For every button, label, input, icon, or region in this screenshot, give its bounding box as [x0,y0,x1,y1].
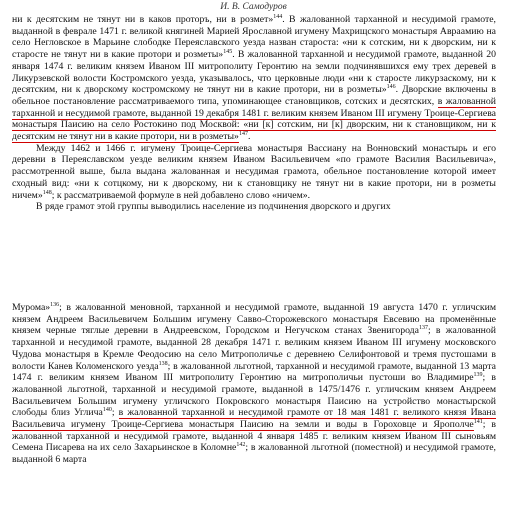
footnote-ref[interactable]: 141 [473,418,483,425]
paragraph-3: В ряде грамот этой группы выводились население из подчинения дворского и других [36,201,391,213]
paragraph-continued: Мурома»$^{136}$; в жалованной меновной, тарханной и несудимой грамоте, выданной 19 августа 1470 г. угличским князем Андреем Васильевичем Большим игумену Савво-Сторожевского монастыря Евсевию на променённые князем черные тяглые деревни в Андреевском, Городском и Негучском станах Звенигорода$^{137}$; в жалованной тарханной и несудимой грамоте, выданной 28 декабря 1471 г. великим князем Иваном III игумену московского Чудова монастыря в Кремле Феодосию на село Митрополичье с деревнею Селифонтовой и тремя пустошами в волости Канев Коломенского уезда$^{138}$; в жалованной льготной, тарханной и несудимой грамоте, выданной 13 марта 1474 г. великим князем Иваном III митрополиту Геронтию на митрополичьи пустоши во Владимире$^{139}$; в жалованной льготной, тарханной и несудимой грамоте, выданной в 1475/1476 г. угличским князем Андреем Васильевичем Большим игумену угличского Покровского монастыря Паисию на устройство монастырской слободы близ Углича$^{140}$; в жалованной тарханной и несудимой грамоте от 18 мая 1481 г. великого князя Ивана Васильевича игумену Троице-Сергиева монастыря Паисию на земли и воды в Гороховце и Ярополче$^{141}$; в жалованной тарханной и несудимой грамоте, выданной 4 января 1485 г. великим князем Иваном III сыновьям Семена Писарева на их село Захарьинское в Коломне$^{142}$; в жалованной льготной (поместной) и несудимой грамоте, выданной 6 марта [12,302,496,466]
running-header: И. В. Самодуров [220,2,287,12]
footnote-ref[interactable]: 138 [158,360,168,367]
paragraph-2: Между 1462 и 1466 г. игумену Троице-Сергиева монастыря Вассиану на Вонновский монастырь и его деревни в Переяславском уезде великим князем Иваном Васильевичем «по грамоте Василия Васильевича», рассмотренной выше, была выдана жалованная и несудимая грамота, обельное постановление которой имеет сходный вид: «ни к сотцкому, ни к дворскому, ни к становщику не тянут ни в какие протори, ни в розметы ничем»$^{148}$; к рассматриваемой формуле в ней добавлено слово «ничем». [12,142,496,201]
footnote-ref[interactable]: 137 [418,325,428,332]
footnote-ref[interactable]: 144 [273,14,283,20]
highlighted-passage: в жалованной тарханной и несудимой грамоте от 18 мая 1481 г. великого князя Ивана Васильевича игумену Троице-Сергиева монастыря Паисию на земли и воды в Гороховце и Ярополче [12,407,496,431]
footnote-ref[interactable]: 140 [102,407,112,414]
highlighted-passage: в жалованной тарханной и несудимой грамоте, выданной 19 декабря 1481 г. великим князем Иваном III игумену Троице-Сергиева монастыря Паисию на село Ростокино под Москвой: «ни [к] сотским, ни [к] дворским, ни к становщиком, ни к десятским не тянут ни в какие протори, ни в розметы» [12,95,496,143]
footnote-ref[interactable]: 145 [223,48,233,55]
footnote-ref[interactable]: 139 [473,371,483,378]
page-excerpt-top [12,14,496,295]
paragraph-1: ни к десятским не тянут ни в каков проторъ, ни в розмет»$^{144}$. В жалованной тарханной и несудимой грамоте, выданной в феврале 1471 г. великой княгиней Марией Ярославной игумену Махрищского монастыря Авраамию на село Негловское в Марьине слободке Переяславского уезда назван староста: «ни к сотским, ни к дворским, ни к старосте не тянут ни в какие протори и розметы»$^{145}$. В жалованной тарханной и несудимой грамоте, выданной 20 января 1474 г. великим князем Иваном III митрополиту Геронтию на земли подчинявшихся ему трех деревей в Ликурзевской волости Костромского уезда, указывалось, что церковные люди «ни к старосте ликурзаскому, ни к десятским, ни к дворскому костромскому не тянут ни в какие протори, ни в розметы»$^{146}$. Дворские включены в обельное постановление рассматриваемого типа, упоминающее становщиков, сотских и десятских, в жалованной тарханной и несудимой грамоте, выданной 19 декабря 1481 г. великим князем Иваном III игумену Троице-Сергиева монастыря Паисию на село Ростокино под Москвой: «ни [к] сотским, ни [к] дворским, ни к становщиком, ни к десятским не тянут ни в какие протори, ни в розметы»$^{147}$. [12,14,496,143]
footnote-ref[interactable]: 142 [236,442,246,449]
page-excerpt-bottom [12,302,496,523]
footnote-ref[interactable]: 146 [386,83,396,90]
footnote-ref[interactable]: 147 [238,130,248,137]
footnote-ref[interactable]: 148 [42,189,52,196]
footnote-ref[interactable]: 136 [50,302,60,308]
